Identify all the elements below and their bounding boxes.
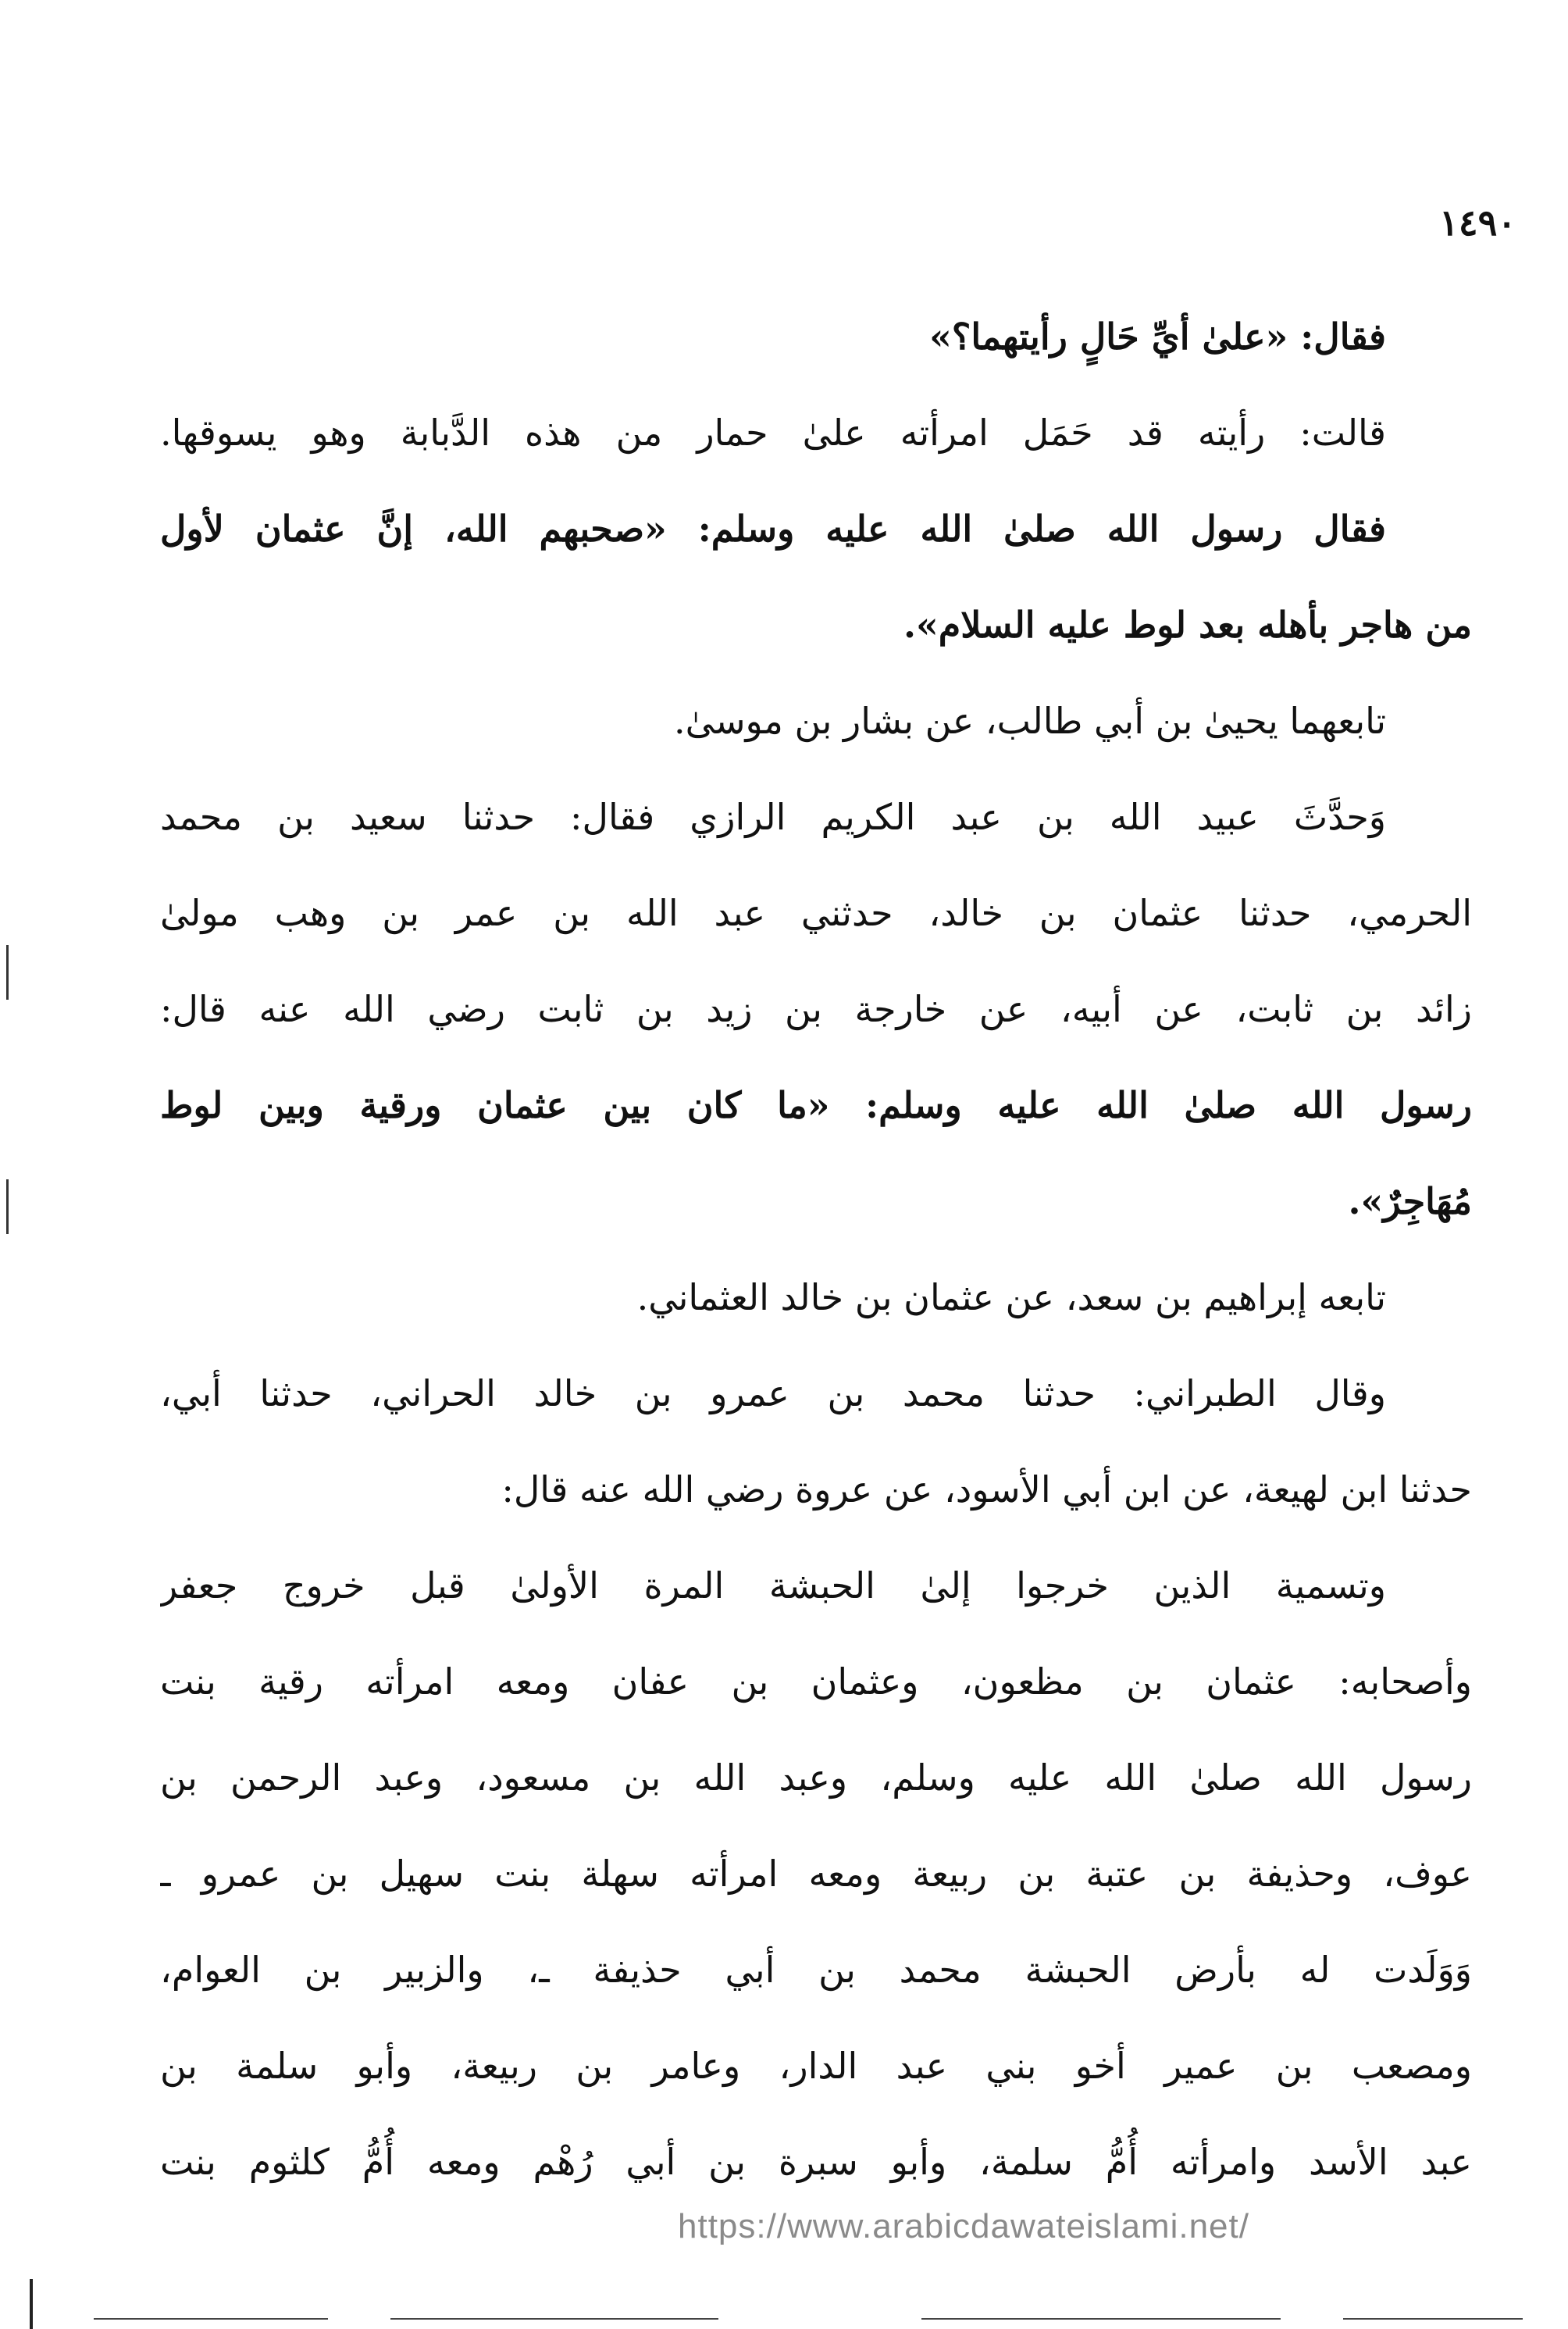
bottom-rule — [1343, 2318, 1523, 2320]
bottom-rule — [921, 2318, 1281, 2320]
text-line: زائد بن ثابت، عن أبيه، عن خارجة بن زيد بن ثابت رضي الله عنه قال: — [160, 988, 1472, 1030]
margin-mark — [6, 945, 9, 1000]
text-line: وتسمية الذين خرجوا إلىٰ الحبشة المرة الأولىٰ قبل خروج جعفر — [160, 1564, 1386, 1607]
text-line: من هاجر بأهله بعد لوط عليه السلام». — [903, 604, 1472, 646]
text-line: فقال: «علىٰ أيِّ حَالٍ رأيتهما؟» — [929, 316, 1386, 358]
body-text — [160, 289, 1472, 2210]
text-line: ومصعب بن عمير أخو بني عبد الدار، وعامر بن ربيعة، وأبو سلمة بن — [160, 2045, 1472, 2087]
text-line: الحرمي، حدثنا عثمان بن خالد، حدثني عبد الله بن عمر بن وهب مولىٰ — [160, 892, 1472, 934]
text-line: مُهَاجِرٌ». — [1348, 1180, 1472, 1222]
corner-mark — [30, 2279, 33, 2329]
text-line: عبد الأسد وامرأته أُمُّ سلمة، وأبو سبرة بن أبي رُهْم ومعه أُمُّ كلثوم بنت — [160, 2141, 1472, 2183]
bottom-rule — [94, 2318, 328, 2320]
footer-url: https://www.arabicdawateislami.net/ — [678, 2207, 1249, 2245]
text-line: فقال رسول الله صلىٰ الله عليه وسلم: «صحبهم الله، إنَّ عثمان لأول — [160, 508, 1386, 550]
text-line: تابعه إبراهيم بن سعد، عن عثمان بن خالد العثماني. — [636, 1276, 1386, 1318]
text-line: حدثنا ابن لهيعة، عن ابن أبي الأسود، عن عروة رضي الله عنه قال: — [501, 1468, 1472, 1510]
margin-mark — [6, 1179, 9, 1234]
text-line: وَحدَّثَ عبيد الله بن عبد الكريم الرازي فقال: حدثنا سعيد بن محمد — [160, 796, 1386, 838]
text-line: تابعهما يحيىٰ بن أبي طالب، عن بشار بن موسىٰ. — [674, 700, 1386, 742]
page-number: ١٤٩٠ — [1439, 202, 1516, 244]
text-line: رسول الله صلىٰ الله عليه وسلم، وعبد الله بن مسعود، وعبد الرحمن بن — [160, 1757, 1472, 1799]
text-line: وَوَلَدت له بأرض الحبشة محمد بن أبي حذيفة ـ، والزبير بن العوام، — [160, 1949, 1472, 1991]
text-line: قالت: رأيته قد حَمَل امرأته علىٰ حمار من هذه الدَّبابة وهو يسوقها. — [160, 412, 1386, 454]
text-line: رسول الله صلىٰ الله عليه وسلم: «ما كان بين عثمان ورقية وبين لوط — [160, 1084, 1472, 1126]
bottom-rule — [390, 2318, 718, 2320]
text-line: وأصحابه: عثمان بن مظعون، وعثمان بن عفان ومعه امرأته رقية بنت — [160, 1660, 1472, 1703]
text-line: وقال الطبراني: حدثنا محمد بن عمرو بن خالد الحراني، حدثنا أبي، — [160, 1372, 1386, 1414]
text-line: عوف، وحذيفة بن عتبة بن ربيعة ومعه امرأته سهلة بنت سهيل بن عمرو ـ — [160, 1853, 1472, 1895]
